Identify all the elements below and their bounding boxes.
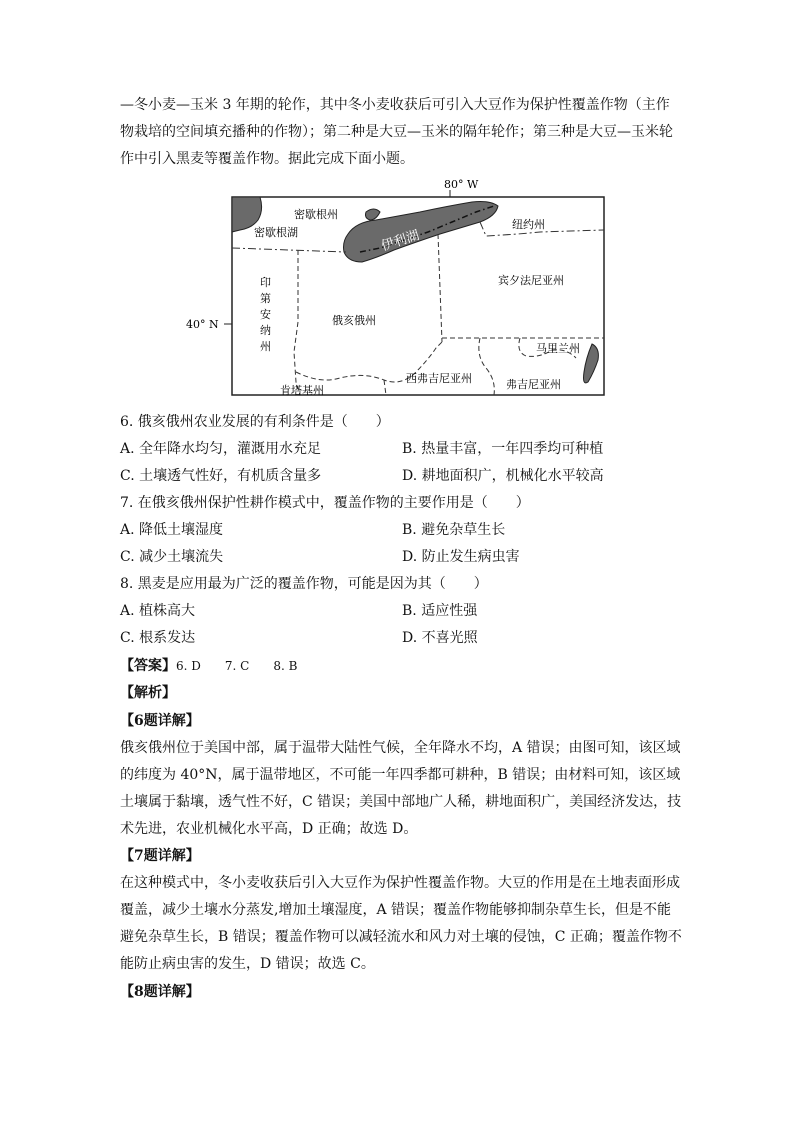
label-kentucky: 肯塔基州 (280, 384, 324, 397)
q7-option-a[interactable]: A. 降低土壤湿度 (120, 522, 224, 538)
q6-option-a[interactable]: A. 全年降水均匀，灌溉用水充足 (120, 441, 322, 457)
q7-stem: 7. 在俄亥俄州保护性耕作模式中，覆盖作物的主要作用是（ ） (120, 495, 530, 511)
detail-7-line-1: 在这种模式中，冬小麦收获后引入大豆作为保护性覆盖作物。大豆的作用是在土地表面形成 (120, 875, 680, 891)
q6-option-b[interactable]: B. 热量丰富，一年四季均可种植 (402, 441, 604, 457)
label-michigan-state: 密歇根州 (294, 208, 338, 221)
label-west-virginia: 西弗吉尼亚州 (406, 372, 472, 385)
q8-option-d[interactable]: D. 不喜光照 (402, 630, 478, 646)
q7-option-c[interactable]: C. 减少土壤流失 (120, 549, 224, 565)
detail-7-line-3: 避免杂草生长，B 错误；覆盖作物可以减轻流水和风力对土壤的侵蚀，C 正确；覆盖作物不 (120, 929, 682, 945)
q6-option-c[interactable]: C. 土壤透气性好，有机质含量多 (120, 468, 322, 484)
lon-label: 80° W (444, 178, 479, 191)
label-virginia: 弗吉尼亚州 (506, 378, 561, 391)
q6-stem: 6. 俄亥俄州农业发展的有利条件是（ ） (120, 414, 390, 430)
q8-option-a[interactable]: A. 植株高大 (120, 603, 196, 619)
label-pennsylvania: 宾夕法尼亚州 (498, 274, 564, 287)
detail-6-line-4: 术先进，农业机械化水平高，D 正确；故选 D。 (120, 821, 418, 837)
intro-paragraph: —冬小麦—玉米 3 年期的轮作，其中冬小麦收获后可引入大豆作为保护性覆盖作物（主作物栽培的空间填充播种的作物）；第二种是大豆—玉米的隔年轮作；第三种是大豆—玉米轮作中引入黑麦等覆盖作物。据此完成下面小题。 (120, 97, 673, 167)
label-new-york: 纽约州 (512, 218, 545, 231)
detail-6-line-1: 俄亥俄州位于美国中部，属于温带大陆性气候，全年降水不均，A 错误；由图可知，该区域 (120, 740, 681, 756)
label-michigan-lake: 密歇根湖 (254, 226, 298, 239)
answer-text: 6. D 7. C 8. B (176, 659, 298, 673)
analysis-label: 【解析】 (120, 685, 176, 701)
label-lake-erie: 伊利湖 (379, 227, 422, 255)
label-maryland: 马里兰州 (536, 342, 580, 355)
ohio-region-map (180, 172, 620, 400)
detail-7-line-2: 覆盖，减少土壤水分蒸发,增加土壤湿度，A 错误；覆盖作物能够抑制杂草生长，但是不能 (120, 902, 672, 918)
q8-stem: 8. 黑麦是应用最为广泛的覆盖作物，可能是因为其（ ） (120, 576, 488, 592)
q6-option-d[interactable]: D. 耕地面积广，机械化水平较高 (402, 468, 604, 484)
label-ohio: 俄亥俄州 (332, 314, 376, 327)
label-indiana: 印 第 安 纳 州 (260, 276, 271, 353)
q8-option-c[interactable]: C. 根系发达 (120, 630, 196, 646)
map-svg (180, 172, 620, 400)
detail-6-line-3: 土壤属于黏壤，透气性不好，C 错误；美国中部地广人稀，耕地面积广，美国经济发达，技 (120, 794, 682, 810)
answer-line (120, 655, 297, 675)
q7-option-b[interactable]: B. 避免杂草生长 (402, 522, 506, 538)
detail-7-line-4: 能防止病虫害的发生，D 错误；故选 C。 (120, 956, 375, 972)
q8-option-b[interactable]: B. 适应性强 (402, 603, 478, 619)
detail-6-line-2: 的纬度为 40°N，属于温带地区，不可能一年四季都可耕种，B 错误；由材料可知，该区域 (120, 767, 681, 783)
detail-8-label: 【8题详解】 (120, 984, 200, 1000)
detail-6-label: 【6题详解】 (120, 713, 200, 729)
detail-7-label: 【7题详解】 (120, 848, 200, 864)
q7-option-d[interactable]: D. 防止发生病虫害 (402, 549, 520, 565)
answer-label: 【答案】 (120, 658, 176, 674)
lat-label: 40° N (186, 318, 219, 331)
